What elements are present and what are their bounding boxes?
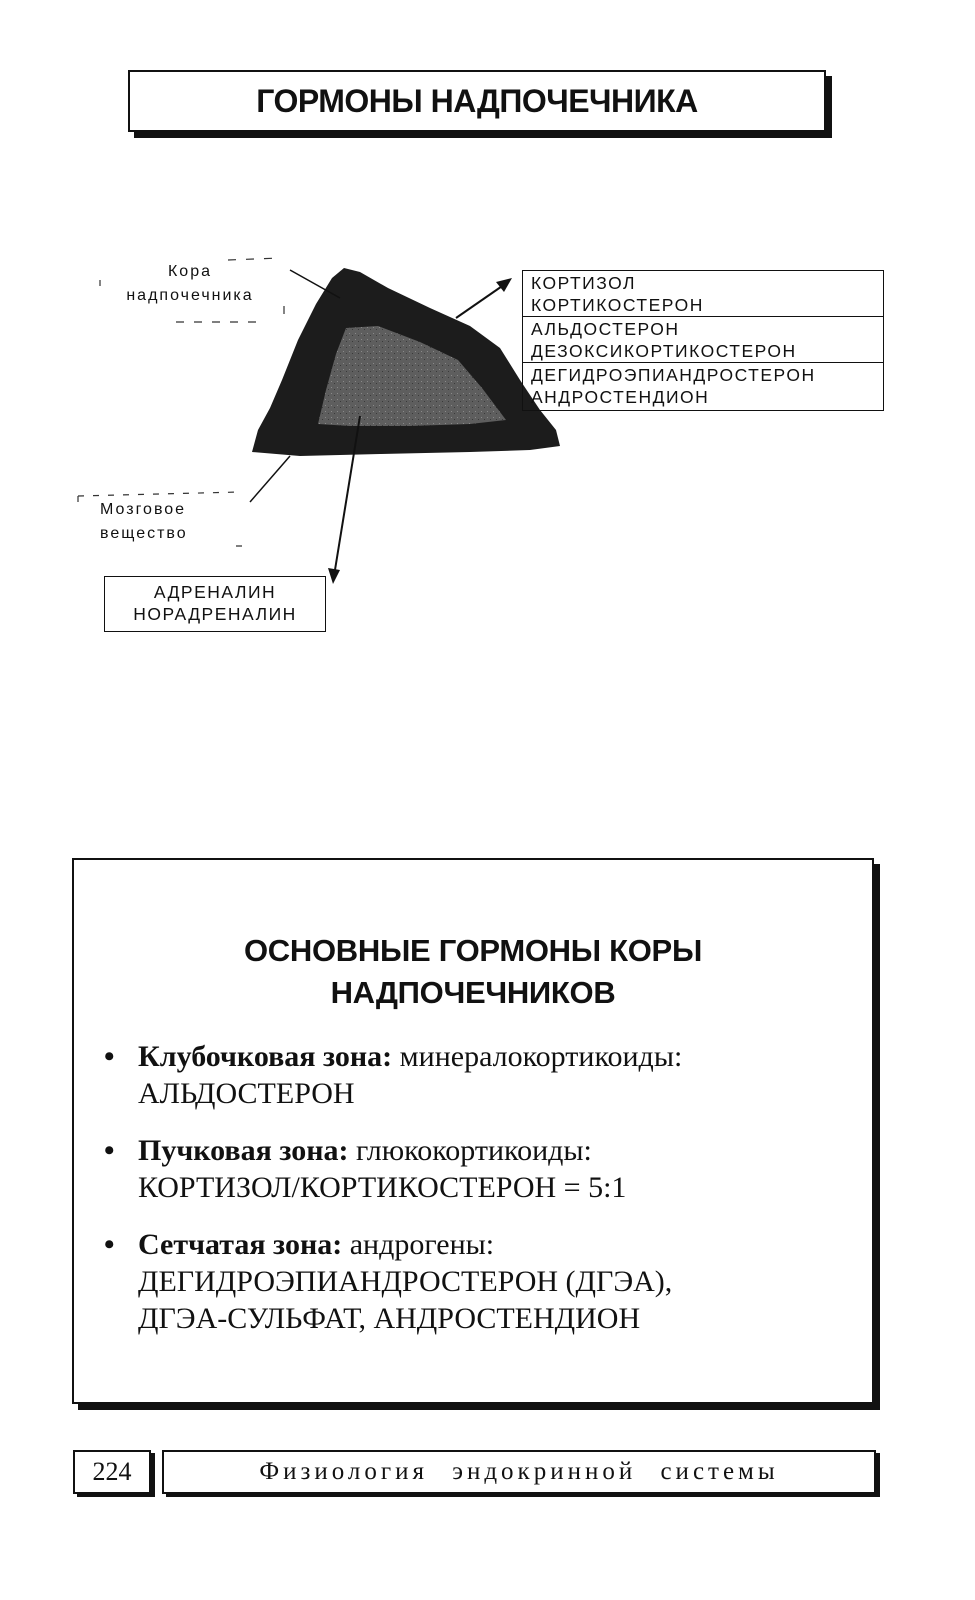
zone-category: глюкокортикоиды: — [355, 1134, 592, 1167]
zone-hormones: ДЕГИДРОЭПИАНДРОСТЕРОН (ДГЭА), — [138, 1265, 673, 1298]
zone-list — [104, 1038, 824, 1357]
cortex-arrow — [456, 282, 508, 318]
section-title: ОСНОВНЫЕ ГОРМОНЫ КОРЫ НАДПОЧЕЧНИКОВ — [243, 933, 702, 1010]
cortex-label: Кора надпочечника — [126, 263, 254, 304]
zone-name: Клубочковая зона: — [138, 1040, 393, 1073]
list-item — [104, 1132, 824, 1206]
bullet-icon: • — [104, 1228, 115, 1261]
medulla-arrowhead — [328, 568, 340, 584]
running-footer: Физиология эндокринной системы — [162, 1450, 876, 1494]
bullet-icon: • — [104, 1134, 115, 1167]
cortex-hormone-group: ДЕГИДРОЭПИАНДРОСТЕРОН АНДРОСТЕНДИОН — [531, 365, 816, 407]
zone-hormones: ДГЭА-СУЛЬФАТ, АНДРОСТЕНДИОН — [138, 1302, 641, 1335]
adrenal-diagram — [0, 230, 975, 660]
list-item — [104, 1226, 824, 1337]
cortex-hormone-group: АЛЬДОСТЕРОН ДЕЗОКСИКОРТИКОСТЕРОН — [523, 317, 883, 363]
page-title-box — [128, 70, 826, 132]
medulla-label: Мозговое вещество — [100, 501, 188, 542]
medulla-hormones-box: АДРЕНАЛИН НОРАДРЕНАЛИН — [104, 576, 326, 632]
page-number: 224 — [73, 1450, 151, 1494]
bullet-icon: • — [104, 1040, 115, 1073]
zone-hormones: КОРТИЗОЛ/КОРТИКОСТЕРОН = 5:1 — [138, 1171, 627, 1204]
zone-hormones: АЛЬДОСТЕРОН — [138, 1077, 355, 1110]
zone-category: минералокортикоиды: — [399, 1040, 683, 1073]
cortex-arrowhead — [496, 278, 512, 292]
main-content-box — [72, 858, 874, 1404]
cortex-hormone-group: КОРТИЗОЛ КОРТИКОСТЕРОН — [523, 271, 883, 317]
page-title: ГОРМОНЫ НАДПОЧЕЧНИКА — [256, 82, 698, 119]
zone-name: Пучковая зона: — [138, 1134, 349, 1167]
cortex-hormones-box — [522, 270, 884, 411]
medulla-leader-line — [250, 456, 290, 502]
zone-name: Сетчатая зона: — [138, 1228, 343, 1261]
zone-category: андрогены: — [349, 1228, 495, 1261]
list-item — [104, 1038, 824, 1112]
